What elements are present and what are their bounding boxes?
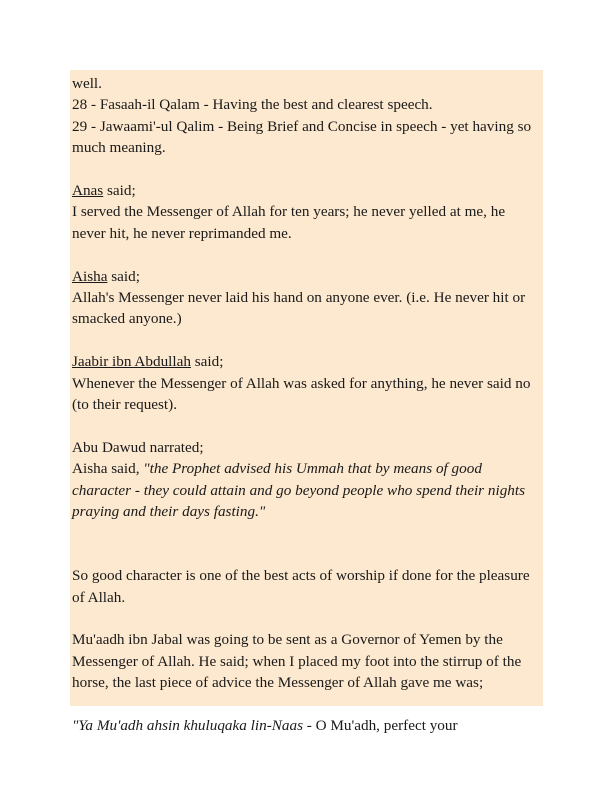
abu-dawud-prefix: Aisha said, (72, 460, 144, 478)
jaabir-text: Whenever the Messenger of Allah was asked for anything, he never said no (to their request). (72, 374, 531, 414)
abu-dawud-attribution: Abu Dawud narrated; (72, 438, 204, 456)
trait-28: 28 - Fasaah-il Qalam - Having the best and clearest speech. (72, 96, 433, 114)
intro-paragraph (72, 73, 541, 159)
aisha-text: Allah's Messenger never laid his hand on anyone ever. (i.e. He never hit or smacked anyone.) (72, 289, 526, 328)
final-paragraph (72, 715, 541, 736)
jaabir-said: said; (190, 353, 224, 371)
jaabir-attribution (72, 351, 541, 372)
anas-said: said; (103, 182, 136, 200)
anas-attribution (72, 180, 541, 201)
final-quote: "Ya Mu'adh ahsin khuluqaka lin-Naas (72, 717, 303, 735)
intro-line-1: well. (72, 75, 102, 92)
anas-text: I served the Messenger of Allah for ten years; he never yelled at me, he never hit, he never reprimanded me. (72, 203, 506, 242)
final-rest: - O Mu'adh, perfect your (302, 717, 458, 735)
trait-29: 29 - Jawaami'-ul Qalim - Being Brief and Concise in speech - yet having so much meaning. (72, 117, 532, 157)
muaadh-paragraph: Mu'aadh ibn Jabal was going to be sent as a Governor of Yemen by the Messenger of Allah. He said; when I placed my foot into the stirrup of the horse, the last piece of advice the Messenger of Allah gave me was; (72, 631, 522, 692)
worship-paragraph: So good character is one of the best acts of worship if done for the pleasure of Allah. (72, 567, 530, 606)
document-page (70, 70, 543, 735)
abu-dawud-paragraph (72, 437, 541, 523)
abu-dawud-hadith (72, 458, 541, 522)
aisha-said: said; (107, 267, 140, 285)
anas-link[interactable]: Anas (72, 182, 104, 200)
abu-dawud-quote: "the Prophet advised his Ummah that by means of good character - they could attain and go beyond people who spend their nights praying and their days fasting." (72, 460, 526, 521)
jaabir-paragraph (72, 351, 541, 415)
jaabir-link[interactable]: Jaabir ibn Abdullah (72, 353, 191, 371)
aisha-link[interactable]: Aisha (72, 267, 108, 285)
aisha-paragraph (72, 266, 541, 330)
anas-paragraph (72, 180, 541, 244)
aisha-attribution (72, 266, 541, 287)
